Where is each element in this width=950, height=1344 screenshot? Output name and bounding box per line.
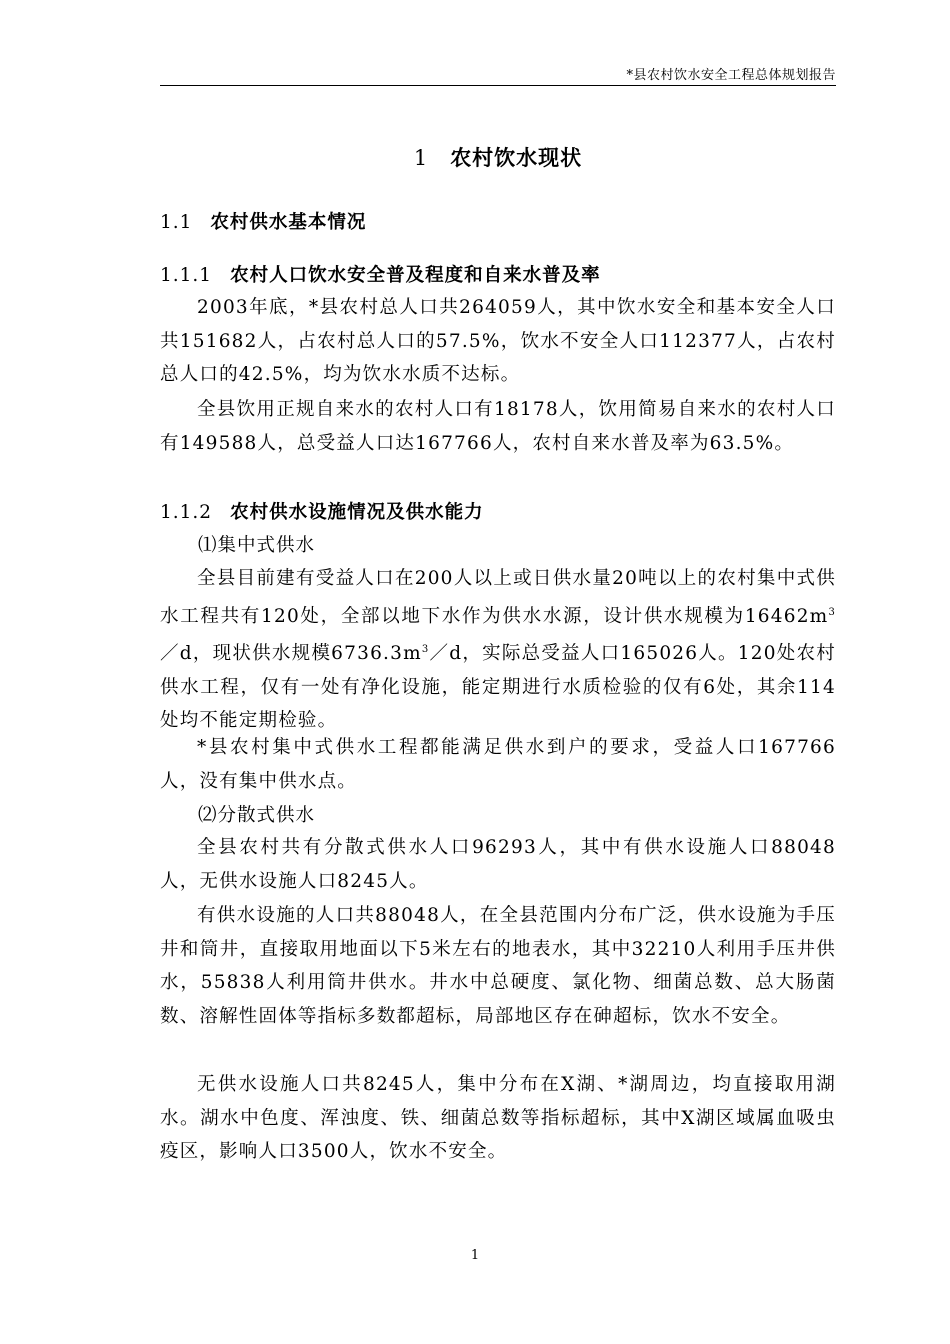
running-header: *县农村饮水安全工程总体规划报告 [626, 68, 836, 83]
paragraph-facilities: 有供水设施的人口共88048人，在全县范围内分布广泛，供水设施为手压井和筒井，直接取用地面以下5米左右的地表水，其中32210人利用手压井供水，55838人利用筒井供水。井水中总硬度、氯化物、细菌总数、总大肠菌数、溶解性固体等指标多数都超标，局部地区存在砷超标，饮水不安全。 [160, 905, 836, 1027]
paragraph-tapwater: 全县饮用正规自来水的农村人口有18178人，饮用简易自来水的农村人口有149588人，总受益人口达167766人，农村自来水普及率为63.5%。 [160, 399, 836, 454]
text-part-b: ／d，现状供水规模6736.3m [160, 643, 422, 665]
text-part-c: ／d，实际总受益人口165026人。120处农村供水工程，仅有一处有净化设施，能定期进行水质检验的仅有6处，其余114处均不能定期检验。 [160, 643, 836, 732]
subsection-number-1: 1.1.1 [160, 265, 213, 286]
paragraph-coverage: 2003年底，*县农村总人口共264059人，其中饮水安全和基本安全人口共151682人，占农村总人口的57.5%，饮水不安全人口112377人，占农村总人口的42.5%，均为饮水水质不达标。 [160, 297, 836, 385]
subsection-title-text-1: 农村人口饮水安全普及程度和自来水普及率 [230, 265, 601, 286]
paragraph-centralized [160, 562, 836, 738]
superscript-2: 3 [421, 644, 430, 656]
chapter-title [160, 142, 836, 172]
label-centralized-supply: ⑴集中式供水 [198, 535, 316, 556]
subsection-title-2 [160, 498, 484, 524]
text-part-a: 全县目前建有受益人口在200人以上或日供水量20吨以上的农村集中式供水工程共有120处，全部以地下水作为供水水源，设计供水规模为16462m [160, 568, 836, 627]
section-number: 1.1 [160, 212, 193, 233]
chapter-number: 1 [413, 146, 429, 170]
chapter-title-text: 农村饮水现状 [450, 145, 583, 170]
paragraph-dispersed: 全县农村共有分散式供水人口96293人，其中有供水设施人口88048人，无供水设施人口8245人。 [160, 837, 836, 892]
label-dispersed-supply: ⑵分散式供水 [198, 805, 316, 826]
subsection-title-text-2: 农村供水设施情况及供水能力 [230, 502, 484, 523]
paragraph-no-facilities: 无供水设施人口共8245人，集中分布在X湖、*湖周边，均直接取用湖水。湖水中色度、浑浊度、铁、细菌总数等指标超标，其中X湖区域属血吸虫疫区，影响人口3500人，饮水不安全。 [160, 1074, 836, 1162]
superscript-1: 3 [828, 606, 836, 618]
paragraph-household: *县农村集中式供水工程都能满足供水到户的要求，受益人口167766人，没有集中供水点。 [160, 737, 836, 792]
section-title [160, 208, 366, 234]
subsection-number-2: 1.1.2 [160, 502, 213, 523]
section-title-text: 农村供水基本情况 [210, 212, 367, 233]
page-number: 1 [470, 1248, 480, 1263]
subsection-title-1 [160, 261, 601, 287]
header-rule [160, 85, 836, 86]
